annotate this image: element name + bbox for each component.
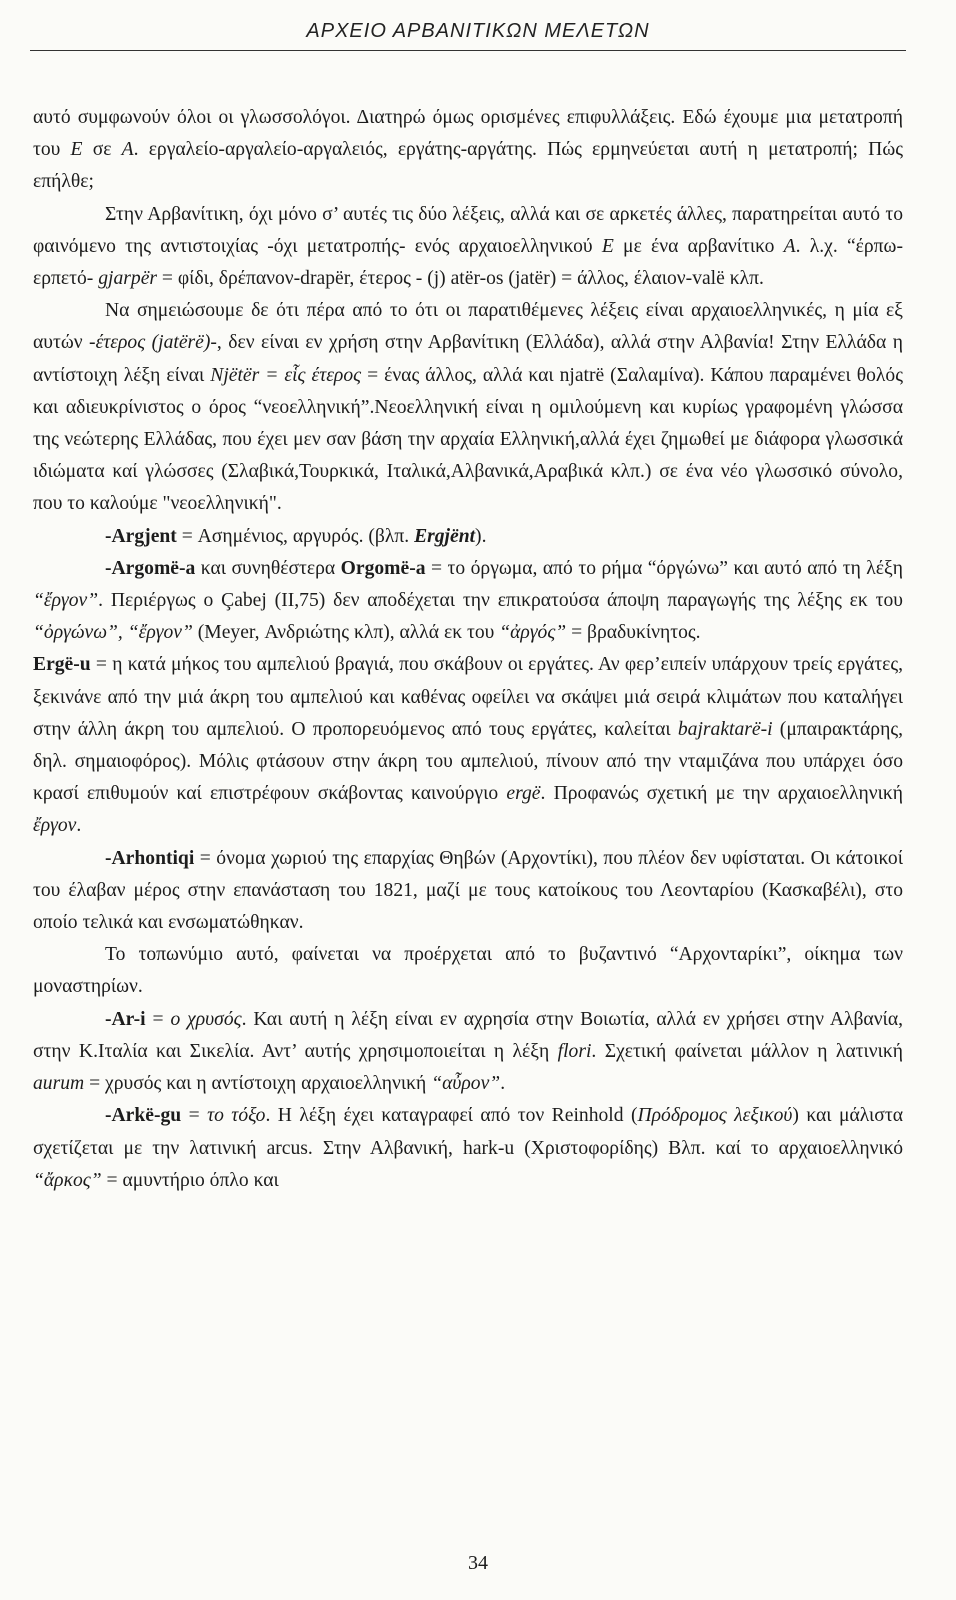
running-header: ΑΡΧΕΙΟ ΑΡΒΑΝΙΤΙΚΩΝ ΜΕΛΕΤΩΝ [306,20,650,42]
text-run: = [181,1105,208,1127]
italic-text: Α [783,235,796,257]
italic-text: το τόξο [207,1105,266,1127]
text-run: (μπαιρακτάρης, δηλ. σημαιοφόρος). Μόλις φτάσουν στην άκρη του αμπελιού, πίνουν από την νταμιζάνα που υπάρχει όσο κρασί επιθυμούν καί επιστρέφουν σκάβοντας καινούργιο [33,718,903,805]
page-number: 34 [468,1552,488,1574]
header-rule [30,50,906,51]
text-run: = [145,1008,171,1030]
text-run: = Ασημένιος, αργυρός. (βλπ. [176,525,415,547]
italic-text: bajraktarë-i [677,718,773,740]
italic-text: “ἔργον” [33,590,99,612]
entry-headword: -Arhontiqi [105,847,195,869]
text-run: . εργαλείο-αργαλείο-αργαλειός, εργάτης-αργάτης. Πώς ερμηνεύεται αυτή η μετατροπή; Πώς επήλθε; [33,139,903,193]
text-run: . [76,815,82,837]
text-run: ) και μάλιστα σχετίζεται με την λατινική arcus. Στην Αλβανική, hark-u (Χριστοφορίδης) Βλπ. καί το αρχαιοελληνικό [33,1105,903,1159]
italic-text: “ἄρκος” [33,1169,102,1191]
paragraph [33,521,903,553]
paragraph [33,649,903,842]
entry-headword: Ergë-u [33,654,91,676]
text-run: . Και αυτή η λέξη είναι εν αχρησία στην Βοιωτία, αλλά εν χρήσει στην Αλβανία, στην Κ.Ιταλία και Σικελία. Αντ’ αυτής χρησιμοποιείται η λέξη [33,1008,903,1062]
text-run: . [500,1073,506,1095]
entry-headword: -Argjent [105,525,177,547]
text-run: = όνομα χωριού της επαρχίας Θηβών (Αρχοντίκι), που πλέον δεν υφίσταται. Οι κάτοικοί του έλαβαν μέρος στην επανάσταση του 1821, μαζί με τους κατοίκους του Λεονταρίου (Κασκαβέλι), στο οποίο τελικά και ενσωματώθηκαν. [33,847,903,934]
paragraph [33,843,903,940]
italic-text: “ὀργώνω”, “ἔργον” [33,622,193,644]
italic-text: “αὖρον” [431,1073,501,1095]
entry-headword: Orgomë-a [340,557,426,579]
italic-text: ο χρυσός [170,1008,242,1030]
text-run: . Η λέξη έχει καταγραφεί από τον Reinhold ( [265,1105,638,1127]
text-run: Να σημειώσουμε δε ότι πέρα από το ότι οι παρατιθέμενες λέξεις είναι αρχαιοελληνικές, η μία εξ αυτών [33,300,903,354]
italic-text: Πρόδρομος λεξικού [637,1105,793,1127]
text-run: Στην Αρβανίτικη, όχι μόνο σ’ αυτές τις δύο λέξεις, αλλά και σε αρκετές άλλες, παρατηρείται αυτό το φαινόμενο της αντιστοιχίας -όχι μετατροπής- ενός αρχαιοελληνικού [33,203,903,257]
italic-text: Ε [601,235,614,257]
text-run: = φίδι, δρέπανον-drapër, έτερος - (j) atër-os (jatër) = άλλος, έλαιον-valë κλπ. [157,268,764,290]
text-run: (Meyer, Ανδριώτης κλπ), αλλά εκ του [192,622,500,644]
text-run: με ένα αρβανίτικο [613,235,784,257]
entry-headword: -Ar-i [105,1008,146,1030]
italic-text: Ε [70,139,83,161]
italic-text: gjarpër [98,268,158,290]
text-run: σε [82,139,122,161]
italic-text: ἔργον [33,815,77,837]
text-run: = αμυντήριο όπλο και [101,1169,279,1191]
italic-text: flori [557,1040,592,1062]
paragraph [33,553,903,650]
text-run: = η κατά μήκος του αμπελιού βραγιά, που σκάβουν οι εργάτες. Αν φερ’ειπείν υπάρχουν τρείς εργάτες, ξεκινάνε από την μιά άκρη του αμπελιού και καθένας οφείλει να σκάψει μιά σειρά κλιμάτων που καταλήγει στην άλλη άκρη του αμπελιού. Ο προπορευόμενος από τους εργάτες, καλείται [33,654,903,740]
text-run: αυτό συμφωνούν όλοι οι γλωσσολόγοι. Διατηρώ όμως ορισμένες επιφυλλάξεις. Εδώ έχουμε μια μετατροπή του [33,107,903,161]
italic-text: Njëtër = εἷς έτερος [210,364,362,386]
paragraph [33,1004,903,1101]
entry-headword: -Arkë-gu [105,1105,182,1127]
text-run: = ένας άλλος, αλλά και njatrë (Σαλαμίνα). Κάπου παραμένει θολός και αδιευκρίνιστος ο όρος “νεοελληνική”.Νεοελληνική είναι η ομιλούμενη και κυρίως γραφομένη γλώσσα της νεώτερης Ελλάδας, που έχει μεν σαν βάση την αρχαία Ελληνική,αλλά έχει ζημωθεί με διάφορα γλωσσικά ιδιώματα καί γλώσσες (Σλαβικά,Τουρκικά, Ιταλικά,Αλβανικά,Αραβικά κλπ.) σε ένα νέο γλωσσικό σύνολο, που το καλούμε "νεοελληνική". [33,364,903,515]
entry-headword: Ergjënt [414,525,476,547]
text-run: . λ.χ. “έρπω-ερπετό- [33,235,903,290]
italic-text: Α [121,139,134,161]
text-run: . Σχετική φαίνεται μάλλον η λατινική [591,1040,903,1062]
text-run: ). [475,525,487,547]
page-body [33,102,903,1197]
text-run: = βραδυκίνητος. [566,622,701,644]
text-run: Το τοπωνύμιο αυτό, φαίνεται να προέρχεται από το βυζαντινό “Αρχονταρίκι”, οίκημα των μοναστηρίων. [33,944,903,998]
paragraph [33,102,903,199]
text-run: = χρυσός και η αντίστοιχη αρχαιοελληνική [84,1073,432,1095]
text-run: = το όργωμα, από το ρήμα “όργώνω” και αυτό από τη λέξη [425,557,903,579]
paragraph [33,199,903,296]
italic-text: ergë [506,783,541,805]
text-run: . Περιέργως ο Çabej (ΙΙ,75) δεν αποδέχεται την επικρατούσα άποψη παραγωγής της λέξης εκ του [98,590,903,612]
italic-text: -έτερος (jatërë)- [89,332,217,354]
text-run: και συνηθέστερα [195,557,341,579]
italic-text: aurum [33,1073,85,1095]
paragraph [33,939,903,1003]
paragraph [33,1100,903,1197]
text-run: , δεν είναι εν χρήση στην Αρβανίτικη (Ελλάδα), αλλά στην Αλβανία! Στην Ελλάδα η αντίστοιχη λέξη είναι [33,332,903,386]
text-run: . Προφανώς σχετική με την αρχαιοελληνική [540,783,903,805]
italic-text: “ἀργός” [499,622,567,644]
paragraph [33,295,903,520]
entry-headword: -Argomë-a [105,557,196,579]
